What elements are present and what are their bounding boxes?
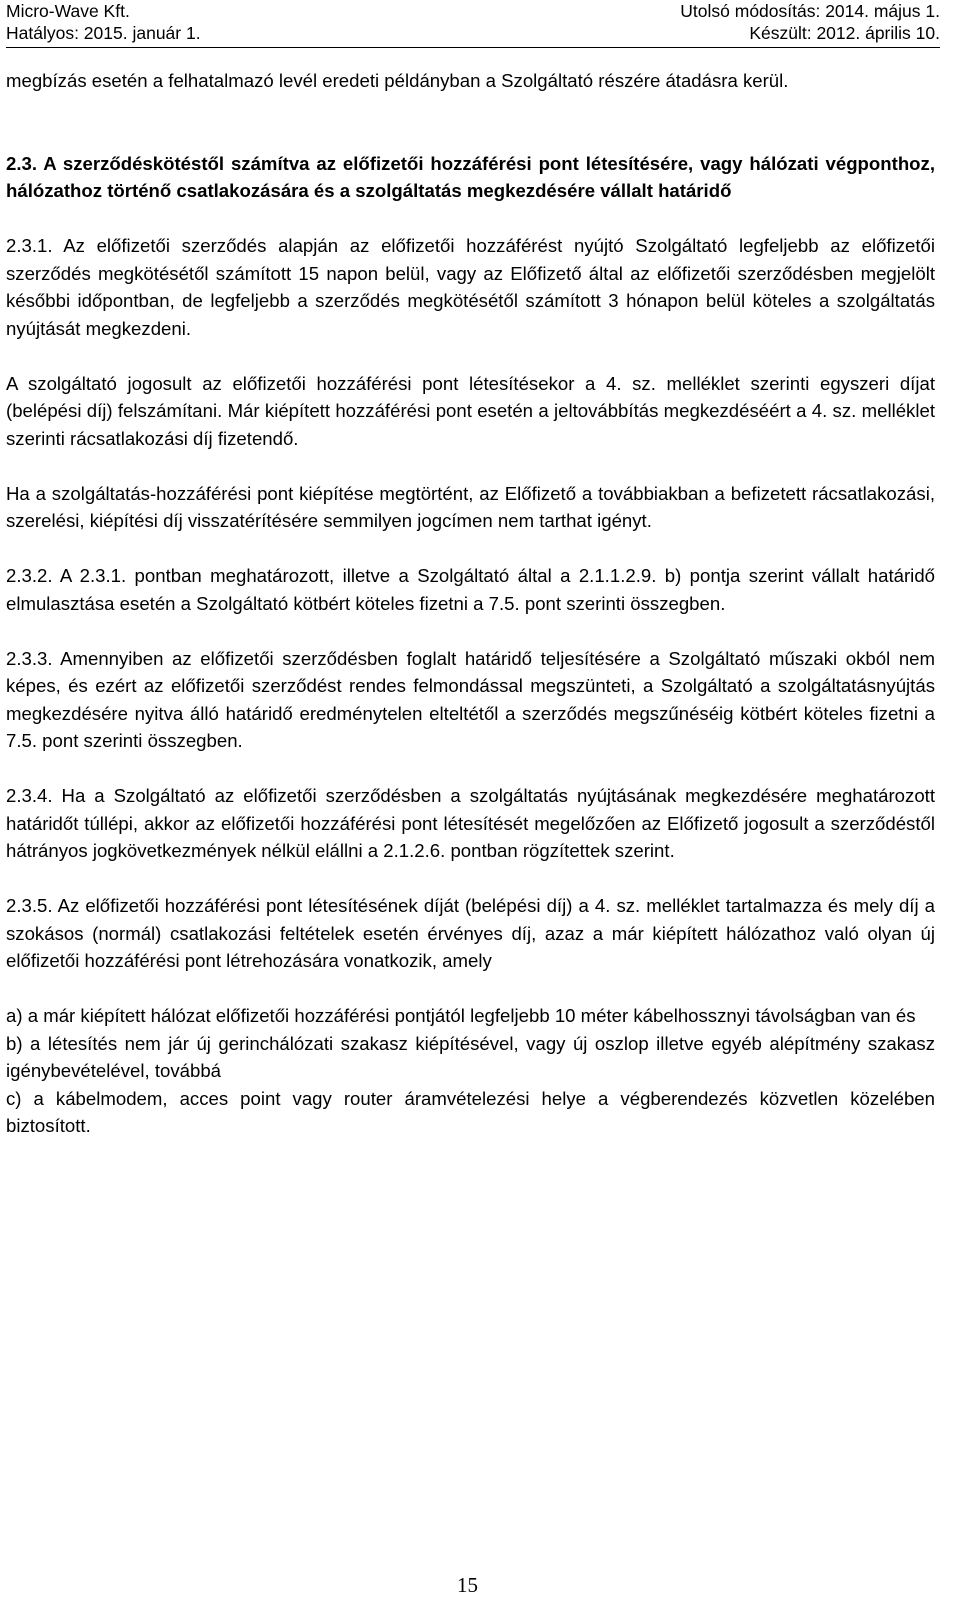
header-row-1 bbox=[6, 0, 940, 22]
spacer bbox=[6, 205, 935, 233]
last-modified: Utolsó módosítás: 2014. május 1. bbox=[680, 1, 940, 21]
created-date: Készült: 2012. április 10. bbox=[749, 23, 940, 43]
paragraph-2-3-4: 2.3.4. Ha a Szolgáltató az előfizetői szerződésben a szolgáltatás nyújtásának megkezdésére meghatározott határidőt túllépi, akkor az előfizetői hozzáférési pont létesítését megelőzően az Előfizető jogosult a szerződéstől hátrányos jogkövetkezmények nélkül elállni a 2.1.2.6. pontban rögzítettek szerint. bbox=[6, 785, 935, 861]
list-item-b: b) a létesítés nem jár új gerinchálózati szakasz kiépítésével, vagy új oszlop illetve egyéb alépítmény szakasz igénybevételével, továbbá bbox=[6, 1032, 935, 1081]
effective-date: Hatályos: 2015. január 1. bbox=[6, 23, 201, 43]
document-body bbox=[6, 67, 935, 1140]
intro-paragraph: megbízás esetén a felhatalmazó levél eredeti példányban a Szolgáltató részére átadásra kerül. bbox=[6, 70, 789, 91]
company-name: Micro-Wave Kft. bbox=[6, 1, 130, 21]
spacer bbox=[6, 452, 935, 480]
spacer bbox=[6, 342, 935, 370]
paragraph-2-3-3: 2.3.3. Amennyiben az előfizetői szerződésben foglalt határidő teljesítésére a Szolgáltató műszaki okból nem képes, és ezért az előfizetői szerződést rendes felmondással megszünteti, a Szolgáltató a szolgáltatásnyújtás megkezdésére nyitva álló határidő eredménytelen elteltétől a szerződés megszűnéséig kötbért köteles fizetni a 7.5. pont szerinti összegben. bbox=[6, 647, 935, 751]
section-heading-2-3: 2.3. A szerződéskötéstől számítva az előfizetői hozzáférési pont létesítésére, vagy hálózati végponthoz, hálózathoz történő csatlakozására és a szolgáltatás megkezdésére vállalt határidő bbox=[6, 152, 935, 201]
list-item-c: c) a kábelmodem, acces point vagy router áramvételezési helye a végberendezés közvetlen közelében biztosított. bbox=[6, 1087, 935, 1136]
paragraph-2-3-2: 2.3.2. A 2.3.1. pontban meghatározott, illetve a Szolgáltató által a 2.1.1.2.9. b) pontja szerint vállalt határidő elmulasztása esetén a Szolgáltató kötbért köteles fizetni a 7.5. pont szerinti összegben. bbox=[6, 565, 935, 614]
paragraph-fee: A szolgáltató jogosult az előfizetői hozzáférési pont létesítésekor a 4. sz. melléklet szerinti egyszeri díjat (belépési díj) felszámítani. Már kiépített hozzáférési pont esetén a jeltovábbítás megkezdéséért a 4. sz. melléklet szerinti rácsatlakozási díj fizetendő. bbox=[6, 372, 935, 449]
header-divider bbox=[6, 47, 940, 48]
paragraph-refund: Ha a szolgáltatás-hozzáférési pont kiépítése megtörtént, az Előfizető a továbbiakban a befizetett rácsatlakozási, szerelési, kiépítési díj visszatérítésére semmilyen jogcímen nem tarthat igényt. bbox=[6, 482, 935, 531]
paragraph-2-3-5: 2.3.5. Az előfizetői hozzáférési pont létesítésének díját (belépési díj) a 4. sz. melléklet tartalmazza és mely díj a szokásos (normál) csatlakozási feltételek esetén érvényes díj, azaz a már kiépített hálózathoz való olyan új előfizetői hozzáférési pont létrehozására vonatkozik, amely bbox=[6, 895, 935, 971]
header-row-2 bbox=[6, 22, 940, 44]
spacer bbox=[6, 975, 935, 1003]
spacer bbox=[6, 755, 935, 783]
list-item-a: a) a már kiépített hálózat előfizetői hozzáférési pontjától legfeljebb 10 méter kábelhossznyi távolságban van és bbox=[6, 1005, 916, 1026]
spacer bbox=[6, 535, 935, 563]
paragraph-2-3-1: 2.3.1. Az előfizetői szerződés alapján az előfizetői hozzáférést nyújtó Szolgáltató legfeljebb az előfizetői szerződés megkötésétől számított 15 napon belül, vagy az Előfizető által az előfizetői szerződésben megjelölt későbbi időpontban, de legfeljebb a szerződés megkötésétől számított 3 hónapon belül köteles a szolgáltatás nyújtását megkezdeni. bbox=[6, 235, 935, 339]
spacer bbox=[6, 865, 935, 893]
page-number: 15 bbox=[457, 1573, 478, 1597]
page-header bbox=[6, 0, 940, 44]
spacer bbox=[6, 617, 935, 645]
spacer bbox=[6, 95, 935, 150]
